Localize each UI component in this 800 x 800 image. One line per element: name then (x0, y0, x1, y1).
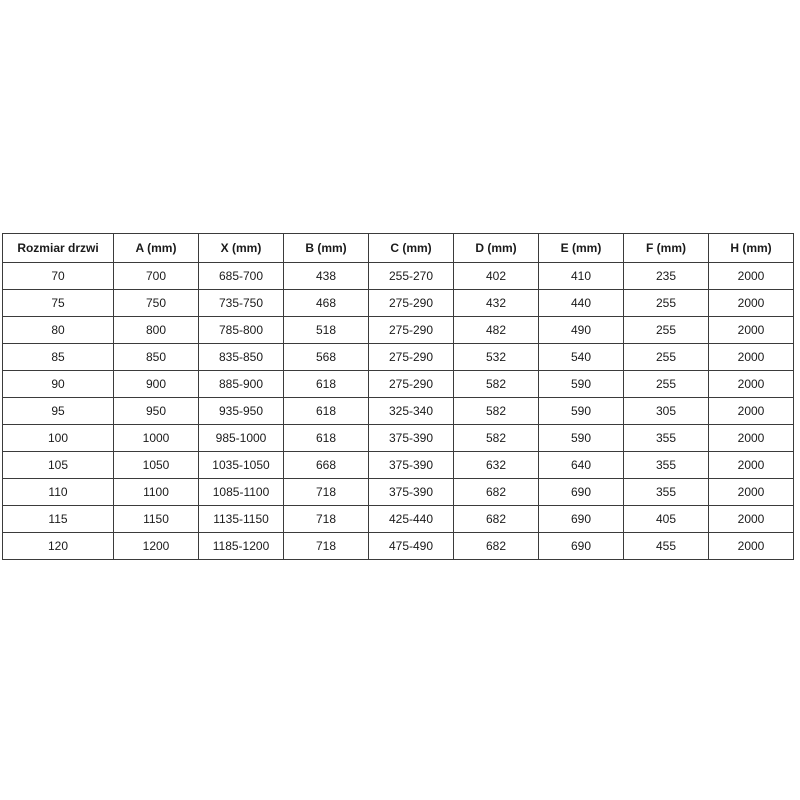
table-cell: 235 (624, 263, 709, 290)
table-cell: 2000 (709, 317, 794, 344)
table-cell: 1150 (114, 506, 199, 533)
table-cell: 325-340 (369, 398, 454, 425)
table-cell: 432 (454, 290, 539, 317)
table-cell: 468 (284, 290, 369, 317)
table-cell: 1035-1050 (199, 452, 284, 479)
table-cell: 568 (284, 344, 369, 371)
table-row (3, 290, 794, 317)
table-cell: 682 (454, 506, 539, 533)
table-cell: 90 (3, 371, 114, 398)
table-cell: 540 (539, 344, 624, 371)
table-cell: 618 (284, 425, 369, 452)
table-cell: 985-1000 (199, 425, 284, 452)
table-cell: 355 (624, 452, 709, 479)
door-dimensions-table (2, 233, 794, 560)
column-header: H (mm) (709, 234, 794, 263)
table-cell: 632 (454, 452, 539, 479)
table-cell: 402 (454, 263, 539, 290)
column-header: D (mm) (454, 234, 539, 263)
table-cell: 115 (3, 506, 114, 533)
table-cell: 275-290 (369, 344, 454, 371)
table-cell: 120 (3, 533, 114, 560)
table-cell: 355 (624, 425, 709, 452)
table-cell: 275-290 (369, 290, 454, 317)
table-cell: 255-270 (369, 263, 454, 290)
column-header: Rozmiar drzwi (3, 234, 114, 263)
table-cell: 490 (539, 317, 624, 344)
table-cell: 105 (3, 452, 114, 479)
table-cell: 2000 (709, 398, 794, 425)
table-cell: 1135-1150 (199, 506, 284, 533)
table-cell: 885-900 (199, 371, 284, 398)
table-cell: 1000 (114, 425, 199, 452)
table-cell: 75 (3, 290, 114, 317)
table-cell: 582 (454, 398, 539, 425)
table-cell: 785-800 (199, 317, 284, 344)
table-cell: 590 (539, 398, 624, 425)
table-cell: 682 (454, 533, 539, 560)
table-row (3, 533, 794, 560)
table-cell: 690 (539, 479, 624, 506)
table-cell: 950 (114, 398, 199, 425)
table-cell: 375-390 (369, 479, 454, 506)
table-cell: 255 (624, 344, 709, 371)
table-cell: 590 (539, 371, 624, 398)
table-header-row (3, 234, 794, 263)
table-cell: 682 (454, 479, 539, 506)
table-cell: 410 (539, 263, 624, 290)
table-cell: 255 (624, 290, 709, 317)
table-cell: 2000 (709, 452, 794, 479)
table-cell: 685-700 (199, 263, 284, 290)
table-cell: 590 (539, 425, 624, 452)
table-cell: 275-290 (369, 317, 454, 344)
table-cell: 100 (3, 425, 114, 452)
table-cell: 455 (624, 533, 709, 560)
column-header: E (mm) (539, 234, 624, 263)
table-cell: 1050 (114, 452, 199, 479)
table-cell: 618 (284, 398, 369, 425)
table-row (3, 452, 794, 479)
table-cell: 2000 (709, 506, 794, 533)
table-cell: 110 (3, 479, 114, 506)
table-cell: 668 (284, 452, 369, 479)
table-cell: 355 (624, 479, 709, 506)
table-cell: 80 (3, 317, 114, 344)
table-cell: 2000 (709, 290, 794, 317)
table-cell: 2000 (709, 344, 794, 371)
table-cell: 482 (454, 317, 539, 344)
table-cell: 425-440 (369, 506, 454, 533)
column-header: B (mm) (284, 234, 369, 263)
table-cell: 255 (624, 317, 709, 344)
table-cell: 2000 (709, 533, 794, 560)
table-cell: 70 (3, 263, 114, 290)
table-cell: 518 (284, 317, 369, 344)
table-row (3, 317, 794, 344)
table-cell: 1085-1100 (199, 479, 284, 506)
table-cell: 1200 (114, 533, 199, 560)
table-cell: 255 (624, 371, 709, 398)
table-cell: 85 (3, 344, 114, 371)
table-cell: 405 (624, 506, 709, 533)
table-body (3, 263, 794, 560)
table-row (3, 425, 794, 452)
table-cell: 375-390 (369, 452, 454, 479)
table-row (3, 479, 794, 506)
table-cell: 718 (284, 479, 369, 506)
table-cell: 900 (114, 371, 199, 398)
table-cell: 305 (624, 398, 709, 425)
table-cell: 275-290 (369, 371, 454, 398)
table-cell: 935-950 (199, 398, 284, 425)
table-row (3, 371, 794, 398)
table-cell: 2000 (709, 371, 794, 398)
table-cell: 532 (454, 344, 539, 371)
table-cell: 375-390 (369, 425, 454, 452)
table-cell: 690 (539, 533, 624, 560)
column-header: F (mm) (624, 234, 709, 263)
table-row (3, 506, 794, 533)
table-cell: 690 (539, 506, 624, 533)
column-header: A (mm) (114, 234, 199, 263)
column-header: X (mm) (199, 234, 284, 263)
table-cell: 835-850 (199, 344, 284, 371)
table-cell: 582 (454, 425, 539, 452)
table-cell: 440 (539, 290, 624, 317)
table-cell: 2000 (709, 425, 794, 452)
table-cell: 700 (114, 263, 199, 290)
table-cell: 2000 (709, 263, 794, 290)
table-cell: 2000 (709, 479, 794, 506)
table-cell: 1100 (114, 479, 199, 506)
column-header: C (mm) (369, 234, 454, 263)
table-cell: 1185-1200 (199, 533, 284, 560)
table-cell: 735-750 (199, 290, 284, 317)
table-row (3, 398, 794, 425)
table-cell: 800 (114, 317, 199, 344)
table-row (3, 344, 794, 371)
table-cell: 718 (284, 533, 369, 560)
table-cell: 475-490 (369, 533, 454, 560)
table-cell: 582 (454, 371, 539, 398)
table-cell: 438 (284, 263, 369, 290)
table-cell: 640 (539, 452, 624, 479)
table-cell: 718 (284, 506, 369, 533)
table-cell: 750 (114, 290, 199, 317)
table-head (3, 234, 794, 263)
table-cell: 95 (3, 398, 114, 425)
table-row (3, 263, 794, 290)
table-cell: 850 (114, 344, 199, 371)
table-cell: 618 (284, 371, 369, 398)
